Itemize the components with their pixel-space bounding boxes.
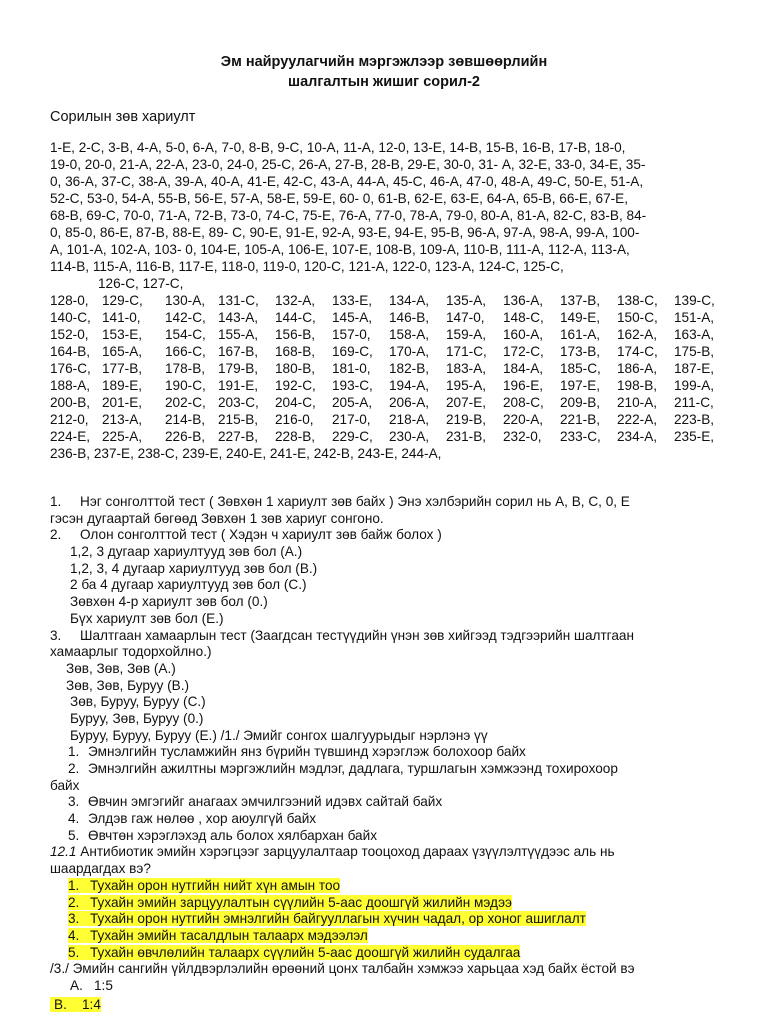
answer-grid-row bbox=[50, 411, 736, 428]
answer-cell: 154-С, bbox=[165, 327, 206, 342]
answer-cell: 175-В, bbox=[674, 344, 715, 359]
answer-cell: 189-Е, bbox=[102, 378, 143, 393]
answer-cell: 208-С, bbox=[503, 395, 544, 410]
answer-cell: 146-В, bbox=[389, 310, 430, 325]
answer-cell: 198-В, bbox=[617, 378, 658, 393]
answer-cell: 142-С, bbox=[165, 310, 206, 325]
item-3-option: Зөв, Зөв, Зөв (А.) bbox=[66, 660, 176, 676]
q12-option: 3. Тухайн орон нутгийн эмнэлгийн байгууллагын хүчин чадал, ор хоног ашиглалт bbox=[68, 911, 586, 927]
item-2 bbox=[46, 527, 736, 544]
answer-cell: 191-Е, bbox=[218, 378, 259, 393]
answer-cell: 228-В, bbox=[275, 429, 316, 444]
item-3-option: Буруу, Зөв, Буруу (0.) bbox=[70, 710, 204, 726]
answer-cell: 149-Е, bbox=[560, 310, 601, 325]
item-2-option: Бүх хариулт зөв бол (Е.) bbox=[70, 610, 224, 626]
answer-cell: 209-В, bbox=[560, 395, 601, 410]
answer-cell: 167-В, bbox=[218, 344, 259, 359]
answer-cell: 227-В, bbox=[218, 429, 259, 444]
answer-cell: 224-Е, bbox=[50, 429, 91, 444]
answer-cell: 133-Е, bbox=[332, 293, 373, 308]
answer-cell: 204-С, bbox=[275, 395, 316, 410]
answer-cell: 162-А, bbox=[617, 327, 658, 342]
item-3 bbox=[46, 628, 736, 645]
answer-line: 68-В, 69-С, 70-0, 71-А, 72-В, 73-0, 74-С, 75-Е, 76-А, 77-0, 78-А, 79-0, 80-А, 81-А, 82-С, 83-В, 84- bbox=[50, 208, 647, 223]
answer-cell: 223-В, bbox=[674, 412, 715, 427]
answer-cell: 165-А, bbox=[102, 344, 143, 359]
answer-grid-row bbox=[50, 309, 736, 326]
answer-cell: 186-А, bbox=[617, 361, 658, 376]
answer-cell: 232-0, bbox=[503, 429, 542, 444]
answer-cell: 218-А, bbox=[389, 412, 430, 427]
answer-cell: 202-С, bbox=[165, 395, 206, 410]
answer-cell: 226-В, bbox=[165, 429, 206, 444]
answer-cell: 138-С, bbox=[617, 293, 658, 308]
answer-cell: 171-С, bbox=[446, 344, 487, 359]
answer-cell: 230-А, bbox=[389, 429, 430, 444]
answer-cell: 203-С, bbox=[218, 395, 259, 410]
answer-grid-row bbox=[50, 360, 736, 377]
answer-cell: 139-С, bbox=[674, 293, 715, 308]
answer-grid-row bbox=[50, 428, 736, 445]
q3-option-b: В. 1:4 bbox=[46, 997, 736, 1014]
answer-cell: 222-А, bbox=[617, 412, 658, 427]
answer-cell: 172-С, bbox=[503, 344, 544, 359]
answer-cell: 163-А, bbox=[674, 327, 715, 342]
answer-cell: 170-А, bbox=[389, 344, 430, 359]
item-1 bbox=[46, 494, 736, 511]
answer-line: 1-Е, 2-С, 3-В, 4-А, 5-0, 6-А, 7-0, 8-В, 9-С, 10-А, 11-А, 12-0, 13-Е, 14-В, 15-В, 16-В, 17-В, 18-0, bbox=[50, 140, 626, 155]
answer-cell: 130-А, bbox=[165, 293, 206, 308]
answer-cell: 225-А, bbox=[102, 429, 143, 444]
q1-item: 2. Эмнэлгийн ажилтны мэргэжлийн мэдлэг, дадлага, туршлагын хэмжээнд тохирохоор bbox=[68, 761, 618, 776]
answer-cell: 213-А, bbox=[102, 412, 143, 427]
answer-cell: 129-С, bbox=[102, 293, 143, 308]
answer-cell: 158-А, bbox=[389, 327, 430, 342]
answer-cell: 210-А, bbox=[617, 395, 658, 410]
answer-line: А, 101-А, 102-А, 103- 0, 104-Е, 105-А, 106-Е, 107-Е, 108-В, 109-А, 110-В, 111-А, 112-А, 113-А, bbox=[50, 242, 630, 257]
answer-cell: 152-0, bbox=[50, 327, 89, 342]
answers-heading: Сорилын зөв хариулт bbox=[50, 109, 196, 125]
q1-item-continued: байх bbox=[50, 777, 80, 793]
answer-cell: 159-А, bbox=[446, 327, 487, 342]
item-1-continued: гэсэн дугаартай бөгөөд Зөвхөн 1 зөв хариуг сонгоно. bbox=[50, 510, 384, 526]
answer-cell: 168-В, bbox=[275, 344, 316, 359]
answer-cell: 181-0, bbox=[332, 361, 371, 376]
answer-cell: 128-0, bbox=[50, 293, 89, 308]
answer-grid-row bbox=[50, 292, 736, 309]
answer-cell: 180-В, bbox=[275, 361, 316, 376]
answer-cell: 205-А, bbox=[332, 395, 373, 410]
answer-cell: 221-В, bbox=[560, 412, 601, 427]
answer-cell: 200-В, bbox=[50, 395, 91, 410]
answer-cell: 169-С, bbox=[332, 344, 373, 359]
answer-cell: 161-А, bbox=[560, 327, 601, 342]
q12-option: 1. Тухайн орон нутгийн нийт хүн амын тоо bbox=[68, 877, 341, 893]
answer-cell: 229-С, bbox=[332, 429, 373, 444]
answer-cell: 150-С, bbox=[617, 310, 658, 325]
answer-cell: 196-Е, bbox=[503, 378, 544, 393]
answer-cell: 183-А, bbox=[446, 361, 487, 376]
answer-cell: 216-0, bbox=[275, 412, 314, 427]
answer-cell: 192-С, bbox=[275, 378, 316, 393]
answer-cell: 211-С, bbox=[674, 395, 714, 410]
item-3-option: Буруу, Буруу, Буруу (Е.) /1./ Эмийг сонгох шалгуурыдыг нэрлэнэ үү bbox=[70, 727, 488, 743]
document-title-line2: шалгалтын жишиг сорил-2 bbox=[287, 74, 480, 90]
answer-cell: 134-А, bbox=[389, 293, 430, 308]
item-number: 3. bbox=[50, 627, 62, 643]
document-title-line1: Эм найруулагчийн мэргэжлээр зөвшөөрлийн bbox=[220, 54, 548, 70]
answer-cell: 215-В, bbox=[218, 412, 259, 427]
question-3: /3./ Эмийн сангийн үйлдвэрлэлийн өрөөний цонх талбайн хэмжээ харьцаа хэд байх ёстой вэ bbox=[50, 961, 635, 977]
answer-cell: 166-С, bbox=[165, 344, 206, 359]
q1-item: 3. Өвчин эмгэгийг анагаах эмчилгээний идэвх сайтай байх bbox=[68, 794, 443, 810]
answer-cell: 160-А, bbox=[503, 327, 544, 342]
answer-line: 19-0, 20-0, 21-А, 22-А, 23-0, 24-0, 25-С, 26-А, 27-В, 28-В, 29-Е, 30-0, 31- А, 32-Е, 33-0, 34-Е, 35- bbox=[50, 157, 646, 172]
answer-cell: 201-Е, bbox=[102, 395, 143, 410]
q1-item: 5. Өвчтөн хэрэглэхэд аль болох хялбархан байх bbox=[68, 827, 377, 843]
answer-grid-row bbox=[50, 394, 736, 411]
question-number: 12.1 bbox=[50, 844, 77, 860]
q1-item: 1. Эмнэлгийн тусламжийн янз бүрийн түвшинд хэрэглэж болохоор байх bbox=[68, 744, 526, 760]
answer-line: 0, 36-А, 37-С, 38-А, 39-А, 40-А, 41-Е, 42-С, 43-А, 44-А, 45-С, 46-А, 47-0, 48-А, 49-С, 50-Е, 51-А, bbox=[50, 174, 644, 189]
item-2-option: 1,2, 3 дугаар хариултууд зөв бол (А.) bbox=[70, 544, 303, 560]
question-text: Антибиотик эмийн хэрэгцээг зарцуулалтаар тооцоход дараах үзүүлэлтүүдээс аль нь bbox=[80, 844, 615, 860]
answer-cell: 178-В, bbox=[165, 361, 206, 376]
answer-cell: 193-С, bbox=[332, 378, 373, 393]
answer-cell: 144-С, bbox=[275, 310, 316, 325]
answer-cell: 145-А, bbox=[332, 310, 373, 325]
answer-cell: 156-В, bbox=[275, 327, 316, 342]
q1-item: 4. Элдэв гаж нөлөө , хор аюулгүй байх bbox=[68, 811, 317, 827]
question-12 bbox=[46, 844, 736, 861]
answer-line: 0, 85-0, 86-Е, 87-В, 88-Е, 89- С, 90-Е, 91-Е, 92-А, 93-Е, 94-Е, 95-В, 96-А, 97-А, 98-А, 99-А, 100- bbox=[50, 225, 640, 240]
answer-cell: 151-А, bbox=[674, 310, 715, 325]
answer-line: 114-В, 115-А, 116-В, 117-Е, 118-0, 119-0, 120-С, 121-А, 122-0, 123-А, 124-С, 125-С, bbox=[50, 259, 564, 274]
answer-cell: 197-Е, bbox=[560, 378, 601, 393]
answer-cell: 194-А, bbox=[389, 378, 430, 393]
answer-cell: 148-С, bbox=[503, 310, 544, 325]
answer-cell: 206-А, bbox=[389, 395, 430, 410]
answer-cell: 220-А, bbox=[503, 412, 544, 427]
answer-cell: 140-С, bbox=[50, 310, 91, 325]
answer-cell: 199-А, bbox=[674, 378, 715, 393]
answer-grid bbox=[50, 292, 736, 445]
answer-cell: 231-В, bbox=[446, 429, 487, 444]
answer-cell: 184-А, bbox=[503, 361, 544, 376]
answer-cell: 234-А, bbox=[617, 429, 658, 444]
answer-cell: 179-В, bbox=[218, 361, 259, 376]
answer-cell: 137-В, bbox=[560, 293, 601, 308]
answer-cell: 131-С, bbox=[218, 293, 259, 308]
answer-line-last: 236-В, 237-Е, 238-С, 239-Е, 240-Е, 241-Е, 242-В, 243-Е, 244-А, bbox=[50, 446, 442, 461]
q12-option: 4. Тухайн эмийн тасалдлын талаарх мэдээлэл bbox=[68, 927, 368, 943]
answer-cell: 135-А, bbox=[446, 293, 487, 308]
instructions-body bbox=[46, 494, 736, 1013]
answer-cell: 174-С, bbox=[617, 344, 658, 359]
answer-cell: 214-В, bbox=[165, 412, 206, 427]
answer-cell: 177-В, bbox=[102, 361, 143, 376]
answer-cell: 173-В, bbox=[560, 344, 601, 359]
item-text: Шалтгаан хамаарлын тест (Заагдсан тестүүдийн үнэн зөв хийгээд тэдгээрийн шалтгаан bbox=[80, 627, 634, 643]
item-3-option: Зөв, Зөв, Буруу (В.) bbox=[66, 677, 190, 693]
answer-cell: 157-0, bbox=[332, 327, 371, 342]
answer-cell: 195-А, bbox=[446, 378, 487, 393]
item-2-option: Зөвхөн 4-р хариулт зөв бол (0.) bbox=[70, 594, 268, 610]
item-3-option: Зөв, Буруу, Буруу (С.) bbox=[70, 694, 206, 710]
answer-cell: 164-В, bbox=[50, 344, 91, 359]
item-3-continued: хамаарлыг тодорхойлно.) bbox=[50, 644, 212, 660]
answer-cell: 147-0, bbox=[446, 310, 485, 325]
answer-cell: 136-А, bbox=[503, 293, 544, 308]
item-number: 1. bbox=[50, 494, 62, 509]
answer-line-indented: 126-С, 127-С, bbox=[98, 276, 184, 291]
q3-option-a: А. 1:5 bbox=[70, 977, 113, 993]
q12-option: 5. Тухайн өвчлөлийн талаарх сүүлийн 5-аас доошгүй жилийн судалгаа bbox=[68, 944, 521, 960]
answer-cell: 217-0, bbox=[332, 412, 371, 427]
answer-cell: 235-Е, bbox=[674, 429, 715, 444]
answer-cell: 207-Е, bbox=[446, 395, 487, 410]
item-number: 2. bbox=[50, 527, 62, 543]
item-2-option: 2 ба 4 дугаар хариултууд зөв бол (С.) bbox=[70, 577, 307, 593]
answer-cell: 176-С, bbox=[50, 361, 91, 376]
item-2-option: 1,2, 3, 4 дугаар хариултууд зөв бол (В.) bbox=[70, 560, 318, 576]
answer-cell: 212-0, bbox=[50, 412, 89, 427]
item-text: Олон сонголттой тест ( Хэдэн ч хариулт зөв байж болох ) bbox=[80, 527, 442, 543]
q12-option: 2. Тухайн эмийн зарцуулалтын сүүлийн 5-аас доошгүй жилийн мэдээ bbox=[68, 894, 512, 910]
answer-cell: 155-А, bbox=[218, 327, 259, 342]
answer-grid-row bbox=[50, 377, 736, 394]
item-text: Нэг сонголттой тест ( Зөвхөн 1 хариулт зөв байх ) Энэ хэлбэрийн сорил нь А, В, С, 0, Е bbox=[80, 494, 630, 509]
answer-cell: 132-А, bbox=[275, 293, 316, 308]
answer-grid-row bbox=[50, 343, 736, 360]
answer-cell: 185-С, bbox=[560, 361, 601, 376]
answer-grid-row bbox=[50, 326, 736, 343]
answer-cell: 219-В, bbox=[446, 412, 487, 427]
answer-cell: 233-С, bbox=[560, 429, 601, 444]
answer-cell: 190-С, bbox=[165, 378, 206, 393]
answer-cell: 187-Е, bbox=[674, 361, 715, 376]
answer-cell: 188-А, bbox=[50, 378, 91, 393]
answer-cell: 182-В, bbox=[389, 361, 430, 376]
answer-key bbox=[50, 139, 736, 462]
answer-cell: 141-0, bbox=[102, 310, 141, 325]
question-12-continued: шаардагдах вэ? bbox=[50, 861, 151, 877]
answer-line: 52-С, 53-0, 54-А, 55-В, 56-Е, 57-А, 58-Е, 59-Е, 60- 0, 61-В, 62-Е, 63-Е, 64-А, 65-В, 66-Е, 67-Е, bbox=[50, 191, 629, 206]
answer-cell: 143-А, bbox=[218, 310, 259, 325]
answer-cell: 153-Е, bbox=[102, 327, 143, 342]
